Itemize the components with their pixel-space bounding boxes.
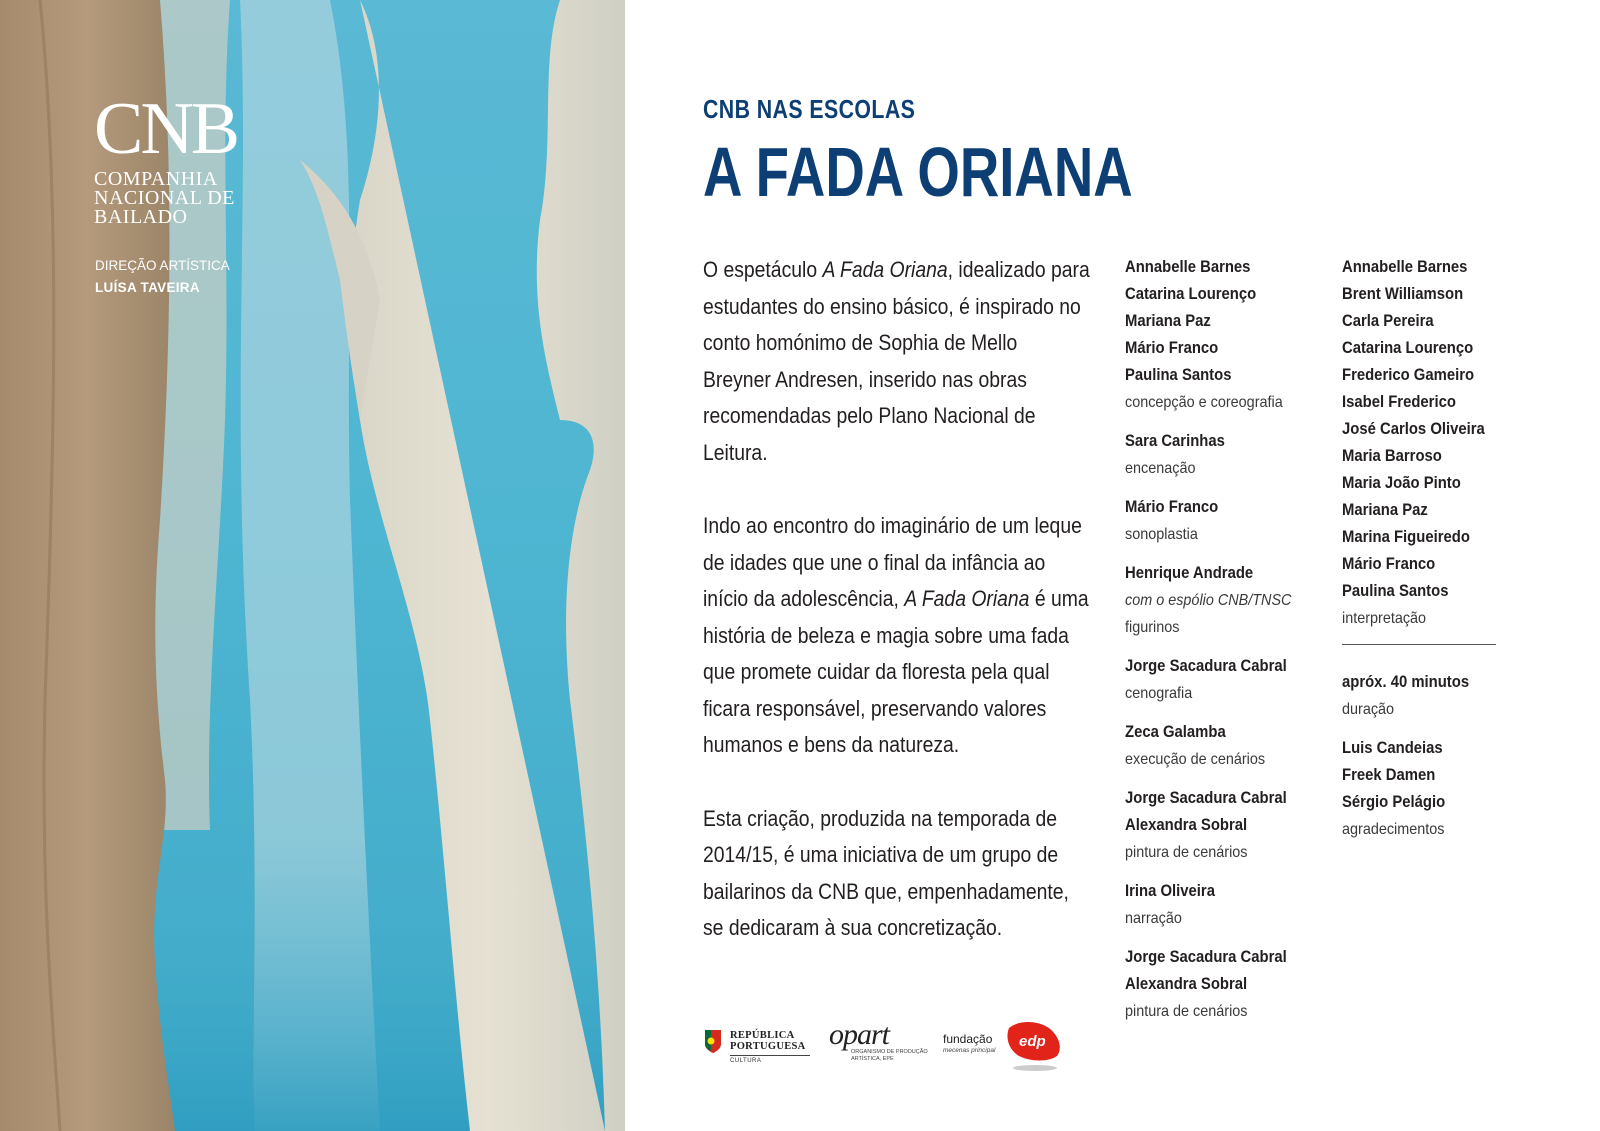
intro-p2-start: Indo ao encontro do imaginário de um leque de idades que une o final da infância ao início da adolescência, — [703, 513, 1082, 611]
cast-name: Annabelle Barnes — [1342, 258, 1468, 276]
republica-rule — [730, 1055, 810, 1056]
credit-role: sonoplastia — [1125, 526, 1198, 543]
intro-paragraph-2 — [703, 508, 1090, 764]
credit-role: concepção e coreografia — [1125, 394, 1283, 411]
credit-name: Jorge Sacadura Cabral — [1125, 657, 1287, 675]
credit-choreography — [1125, 254, 1325, 416]
republica-text — [730, 1030, 806, 1052]
credit-cast — [1342, 254, 1542, 632]
cast-name: Frederico Gameiro — [1342, 366, 1475, 384]
credits-column-cast — [1342, 254, 1542, 855]
credit-name: Alexandra Sobral — [1125, 975, 1248, 993]
credit-set-execution — [1125, 719, 1325, 773]
credit-role: agradecimentos — [1342, 821, 1445, 838]
sponsor-logos — [703, 1018, 1083, 1072]
mecenas-text: mecenas principal — [943, 1047, 996, 1054]
credits-column-creative — [1125, 254, 1325, 1037]
republica-line2: PORTUGUESA — [730, 1041, 806, 1052]
intro-p2-title: A Fada Oriana — [904, 586, 1030, 611]
republica-line1: REPÚBLICA — [730, 1030, 795, 1041]
cast-name: Brent Williamson — [1342, 285, 1464, 303]
thanks-name: Sérgio Pelágio — [1342, 793, 1446, 811]
intro-p2-end: é uma história de beleza e magia sobre uma fada que promete cuidar da floresta pela qual ficara responsável, preservando valores humanos e bens da natureza. — [703, 586, 1089, 757]
cast-name: Mariana Paz — [1342, 501, 1428, 519]
credit-set-painting — [1125, 785, 1325, 866]
page-title: A FADA ORIANA — [703, 133, 1133, 211]
intro-paragraph-1 — [703, 252, 1090, 471]
thanks-name: Freek Damen — [1342, 766, 1436, 784]
credit-role: duração — [1342, 701, 1395, 718]
credit-scenography — [1125, 653, 1325, 707]
credit-name: Paulina Santos — [1125, 366, 1232, 384]
intro-text — [703, 252, 1098, 984]
intro-paragraph-3: Esta criação, produzida na temporada de 2014/15, é uma iniciativa de um grupo de bailarinos da CNB que, empenhadamente, se dedicaram à sua concretização. — [703, 805, 1069, 940]
credit-name: Sara Carinhas — [1125, 432, 1225, 450]
credit-name: Jorge Sacadura Cabral — [1125, 789, 1287, 807]
cast-name: Paulina Santos — [1342, 582, 1449, 600]
credit-name: Alexandra Sobral — [1125, 816, 1248, 834]
fundacao-text: fundação — [943, 1032, 993, 1046]
cast-name: Mário Franco — [1342, 555, 1436, 573]
cast-name: Marina Figueiredo — [1342, 528, 1470, 546]
intro-p1-end: , idealizado para estudantes do ensino básico, é inspirado no conto homónimo de Sophia de Mello Breyner Andresen, inserido nas obras recomendadas pelo Plano Nacional de Leitura. — [703, 257, 1090, 465]
credit-costumes — [1125, 560, 1325, 641]
credit-name: Mário Franco — [1125, 339, 1219, 357]
credit-name: Mariana Paz — [1125, 312, 1211, 330]
page-kicker: CNB NAS ESCOLAS — [703, 94, 916, 124]
credit-role: cenografia — [1125, 685, 1193, 702]
credit-staging — [1125, 428, 1325, 482]
credit-set-painting-2 — [1125, 944, 1325, 1025]
credit-sound — [1125, 494, 1325, 548]
cnb-logo — [94, 88, 264, 228]
cast-name: Maria Barroso — [1342, 447, 1442, 465]
cast-name: Catarina Lourenço — [1342, 339, 1474, 357]
credit-thanks — [1342, 735, 1542, 843]
cast-name: Isabel Frederico — [1342, 393, 1456, 411]
logo-company-name: COMPANHIA NACIONAL DE BAILADO — [94, 168, 235, 228]
cast-name: Maria João Pinto — [1342, 474, 1461, 492]
cast-name: Carla Pereira — [1342, 312, 1434, 330]
cover-artwork — [0, 0, 625, 1131]
credit-name: Annabelle Barnes — [1125, 258, 1251, 276]
credit-name: Zeca Galamba — [1125, 723, 1226, 741]
credit-role: pintura de cenários — [1125, 1003, 1248, 1020]
credit-narration — [1125, 878, 1325, 932]
logo-mark: CNB — [94, 88, 238, 170]
opart-word: opart — [829, 1018, 890, 1051]
thanks-name: Luis Candeias — [1342, 739, 1443, 757]
divider — [1342, 644, 1496, 645]
credit-name: Irina Oliveira — [1125, 882, 1215, 900]
credit-role: pintura de cenários — [1125, 844, 1248, 861]
republica-sub: CULTURA — [730, 1058, 762, 1064]
credit-role: figurinos — [1125, 619, 1180, 636]
credit-note: com o espólio CNB/TNSC — [1125, 592, 1292, 609]
edp-mark-icon — [1005, 1018, 1067, 1072]
credit-role: encenação — [1125, 460, 1196, 477]
credit-name: Catarina Lourenço — [1125, 285, 1257, 303]
artistic-direction — [95, 255, 230, 299]
credit-role: narração — [1125, 910, 1182, 927]
opart-logo — [829, 1018, 929, 1068]
opart-sub: ORGANISMO DE PRODUÇÃO ARTÍSTICA, EPE — [851, 1049, 928, 1062]
duration-value: apróx. 40 minutos — [1342, 673, 1470, 691]
credit-name: Jorge Sacadura Cabral — [1125, 948, 1287, 966]
intro-p1-start: O espetáculo — [703, 257, 823, 282]
fundacao-edp-logo — [943, 1018, 1073, 1072]
republica-portuguesa-logo — [703, 1022, 813, 1066]
credit-name: Mário Franco — [1125, 498, 1219, 516]
edp-mark-text: edp — [1019, 1033, 1046, 1050]
credit-role: execução de cenários — [1125, 751, 1266, 768]
intro-p1-title: A Fada Oriana — [822, 257, 948, 282]
direction-name: LUÍSA TAVEIRA — [95, 280, 200, 295]
credit-name: Henrique Andrade — [1125, 564, 1254, 582]
cast-name: José Carlos Oliveira — [1342, 420, 1485, 438]
credit-duration — [1342, 669, 1542, 723]
portugal-flag-icon — [703, 1028, 723, 1054]
direction-label: DIREÇÃO ARTÍSTICA — [95, 258, 230, 273]
credit-role: interpretação — [1342, 610, 1427, 627]
